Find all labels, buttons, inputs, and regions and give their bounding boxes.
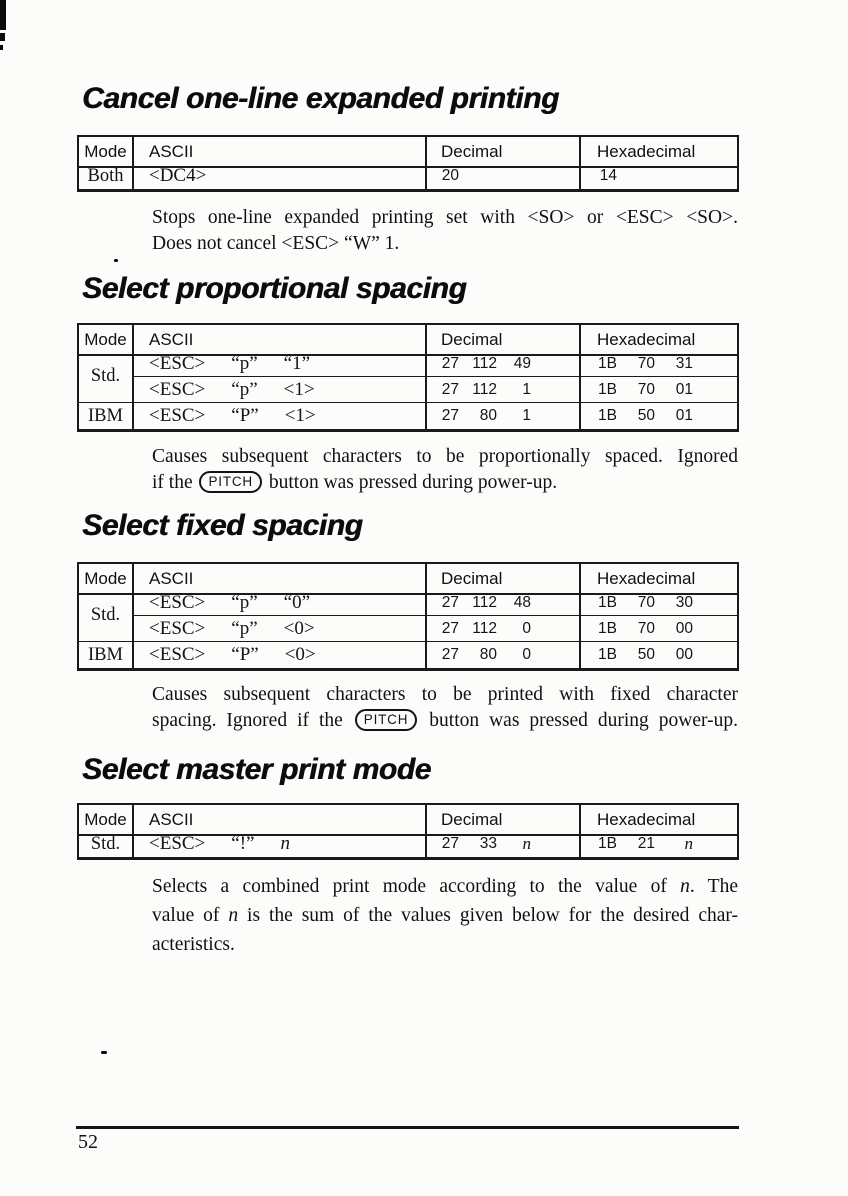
command-table: [77, 562, 739, 671]
mode-cell: IBM: [79, 642, 134, 668]
text-segment: Causes subsequent characters to be printed with fixed character: [152, 684, 738, 705]
code-token: 1B: [598, 646, 617, 663]
command-table: [77, 803, 739, 860]
code-token: 0: [522, 646, 531, 663]
decimal-cell: [427, 351, 581, 377]
pitch-button-glyph: PITCH: [199, 471, 262, 493]
ascii-cell: [134, 616, 427, 642]
decimal-cell: [427, 163, 581, 189]
column-header: Mode: [79, 137, 134, 168]
code-token: “0”: [283, 591, 311, 613]
ascii-cell: [134, 590, 427, 616]
column-header: Decimal: [427, 805, 581, 836]
code-token: 1: [522, 380, 531, 398]
text-segment: Causes subsequent characters to be proportionally spaced. Ignored: [152, 446, 738, 467]
text-segment: button was pressed during power-up.: [263, 472, 558, 493]
code-token: <0>: [283, 617, 315, 639]
section-heading: Select proportional spacing: [82, 272, 467, 305]
code-token: 30: [675, 593, 693, 611]
hex-cell: [581, 377, 737, 403]
ascii-cell: [134, 642, 427, 668]
hex-cell: [581, 163, 737, 189]
section-heading: Select master print mode: [82, 753, 431, 786]
code-token: 20: [441, 167, 459, 184]
code-token: <ESC>: [149, 617, 206, 639]
code-token: 14: [599, 167, 617, 184]
code-token: 1B: [598, 835, 617, 852]
column-header: ASCII: [134, 805, 427, 836]
scan-artifact: [101, 1051, 107, 1054]
code-token: 1: [522, 407, 531, 424]
code-token: <ESC>: [149, 833, 206, 854]
code-token: 00: [675, 646, 693, 663]
code-token: 70: [637, 619, 655, 637]
description-paragraph: [152, 682, 738, 734]
text-line: [152, 901, 738, 930]
scan-artifact: [114, 259, 118, 262]
text-segment: value of: [152, 905, 229, 926]
ascii-cell: [134, 403, 427, 429]
ascii-cell: [134, 163, 427, 189]
code-token: 70: [637, 593, 655, 611]
decimal-cell: [427, 831, 581, 857]
code-token: <ESC>: [149, 591, 206, 613]
text-segment: Stops one-line expanded printing set with <SO> or <ESC> <SO>.: [152, 207, 738, 228]
code-token: “p”: [231, 352, 258, 374]
text-line: [152, 682, 738, 708]
text-segment: Does not cancel <ESC> “W” 1.: [152, 233, 400, 254]
code-token: “!”: [231, 833, 255, 854]
code-token: <ESC>: [149, 378, 206, 400]
column-header: ASCII: [134, 137, 427, 168]
column-header: Mode: [79, 805, 134, 836]
pitch-button-glyph: PITCH: [355, 709, 418, 731]
code-token: <1>: [284, 405, 316, 426]
code-token: 70: [637, 380, 655, 398]
code-token: 27: [441, 835, 459, 852]
description-paragraph: [152, 872, 738, 959]
code-token: 33: [479, 835, 497, 852]
command-table: [77, 135, 739, 192]
text-line: [152, 231, 738, 257]
column-header: Decimal: [427, 137, 581, 168]
mode-cell: Both: [79, 163, 134, 189]
text-segment: if the: [152, 472, 198, 493]
variable-token: n: [680, 876, 690, 897]
code-token: “p”: [231, 591, 258, 613]
code-token: “P”: [231, 644, 259, 665]
text-line: [152, 470, 738, 496]
column-header: Mode: [79, 564, 134, 595]
column-header: Decimal: [427, 325, 581, 356]
code-token: 0: [522, 619, 531, 637]
code-token: 49: [513, 354, 531, 372]
variable-token: n: [228, 905, 239, 926]
decimal-cell: [427, 377, 581, 403]
mode-cell: Std.: [79, 351, 134, 403]
scan-artifact: [0, 33, 5, 41]
text-line: [152, 444, 738, 470]
code-token: 50: [637, 407, 655, 424]
footer-rule: [76, 1126, 739, 1129]
code-token: 1B: [598, 593, 617, 611]
code-token: 01: [675, 407, 693, 424]
code-token: 01: [675, 380, 693, 398]
code-token: 27: [441, 619, 459, 637]
section-heading: Select fixed spacing: [82, 509, 363, 542]
code-token: <ESC>: [149, 644, 206, 665]
code-token: 1B: [598, 380, 617, 398]
description-paragraph: [152, 205, 738, 257]
column-header: Hexadecimal: [581, 564, 737, 595]
code-token: 80: [479, 646, 497, 663]
mode-cell: Std.: [79, 831, 134, 857]
text-segment: spacing. Ignored if the: [152, 710, 353, 731]
code-token: <DC4>: [149, 165, 207, 186]
ascii-cell: [134, 377, 427, 403]
decimal-cell: [427, 616, 581, 642]
code-token: 112: [472, 593, 497, 611]
text-line: [152, 708, 738, 734]
code-token: 1B: [598, 407, 617, 424]
code-token: <ESC>: [149, 352, 206, 374]
code-token: 48: [513, 593, 531, 611]
column-header: ASCII: [134, 564, 427, 595]
text-segment: button was pressed during power-up.: [419, 710, 738, 731]
code-token: <0>: [284, 644, 316, 665]
page-number: 52: [78, 1131, 98, 1153]
code-token: 00: [675, 619, 693, 637]
column-header: Hexadecimal: [581, 805, 737, 836]
code-token: 27: [441, 593, 459, 611]
description-paragraph: [152, 444, 738, 496]
text-line: [152, 872, 738, 901]
text-segment: is the sum of the values given below for the desired char-: [238, 905, 738, 926]
code-token: <ESC>: [149, 405, 206, 426]
code-token: 1B: [598, 619, 617, 637]
code-token: 27: [441, 646, 459, 663]
scan-artifact: [0, 45, 3, 50]
decimal-cell: [427, 403, 581, 429]
text-segment: . The: [689, 876, 738, 897]
ascii-cell: [134, 351, 427, 377]
variable-token: n: [522, 834, 531, 853]
code-token: 80: [479, 407, 497, 424]
hex-cell: [581, 831, 737, 857]
column-header: Hexadecimal: [581, 137, 737, 168]
hex-cell: [581, 351, 737, 377]
code-token: 50: [637, 646, 655, 663]
hex-cell: [581, 403, 737, 429]
text-line: [152, 930, 738, 959]
text-line: [152, 205, 738, 231]
code-token: 27: [441, 354, 459, 372]
code-token: 31: [675, 354, 693, 372]
code-token: 1B: [598, 354, 617, 372]
ascii-cell: [134, 831, 427, 857]
code-token: 70: [637, 354, 655, 372]
code-token: 27: [441, 407, 459, 424]
variable-token: n: [684, 834, 693, 853]
column-header: Decimal: [427, 564, 581, 595]
mode-cell: IBM: [79, 403, 134, 429]
code-token: 112: [472, 619, 497, 637]
code-token: 112: [472, 380, 497, 398]
variable-token: n: [280, 833, 290, 854]
column-header: Mode: [79, 325, 134, 356]
decimal-cell: [427, 590, 581, 616]
section-heading: Cancel one-line expanded printing: [82, 82, 559, 115]
hex-cell: [581, 616, 737, 642]
text-segment: Selects a combined print mode according to the value of: [152, 876, 681, 897]
column-header: ASCII: [134, 325, 427, 356]
mode-cell: Std.: [79, 590, 134, 642]
code-token: 112: [472, 354, 497, 372]
text-segment: acteristics.: [152, 934, 235, 955]
code-token: “p”: [231, 617, 258, 639]
code-token: <1>: [283, 378, 315, 400]
hex-cell: [581, 590, 737, 616]
code-token: 21: [637, 835, 655, 852]
code-token: “P”: [231, 405, 259, 426]
code-token: 27: [441, 380, 459, 398]
code-token: “p”: [231, 378, 258, 400]
hex-cell: [581, 642, 737, 668]
command-table: [77, 323, 739, 432]
column-header: Hexadecimal: [581, 325, 737, 356]
decimal-cell: [427, 642, 581, 668]
scan-artifact: [0, 0, 6, 30]
code-token: “1”: [283, 352, 311, 374]
